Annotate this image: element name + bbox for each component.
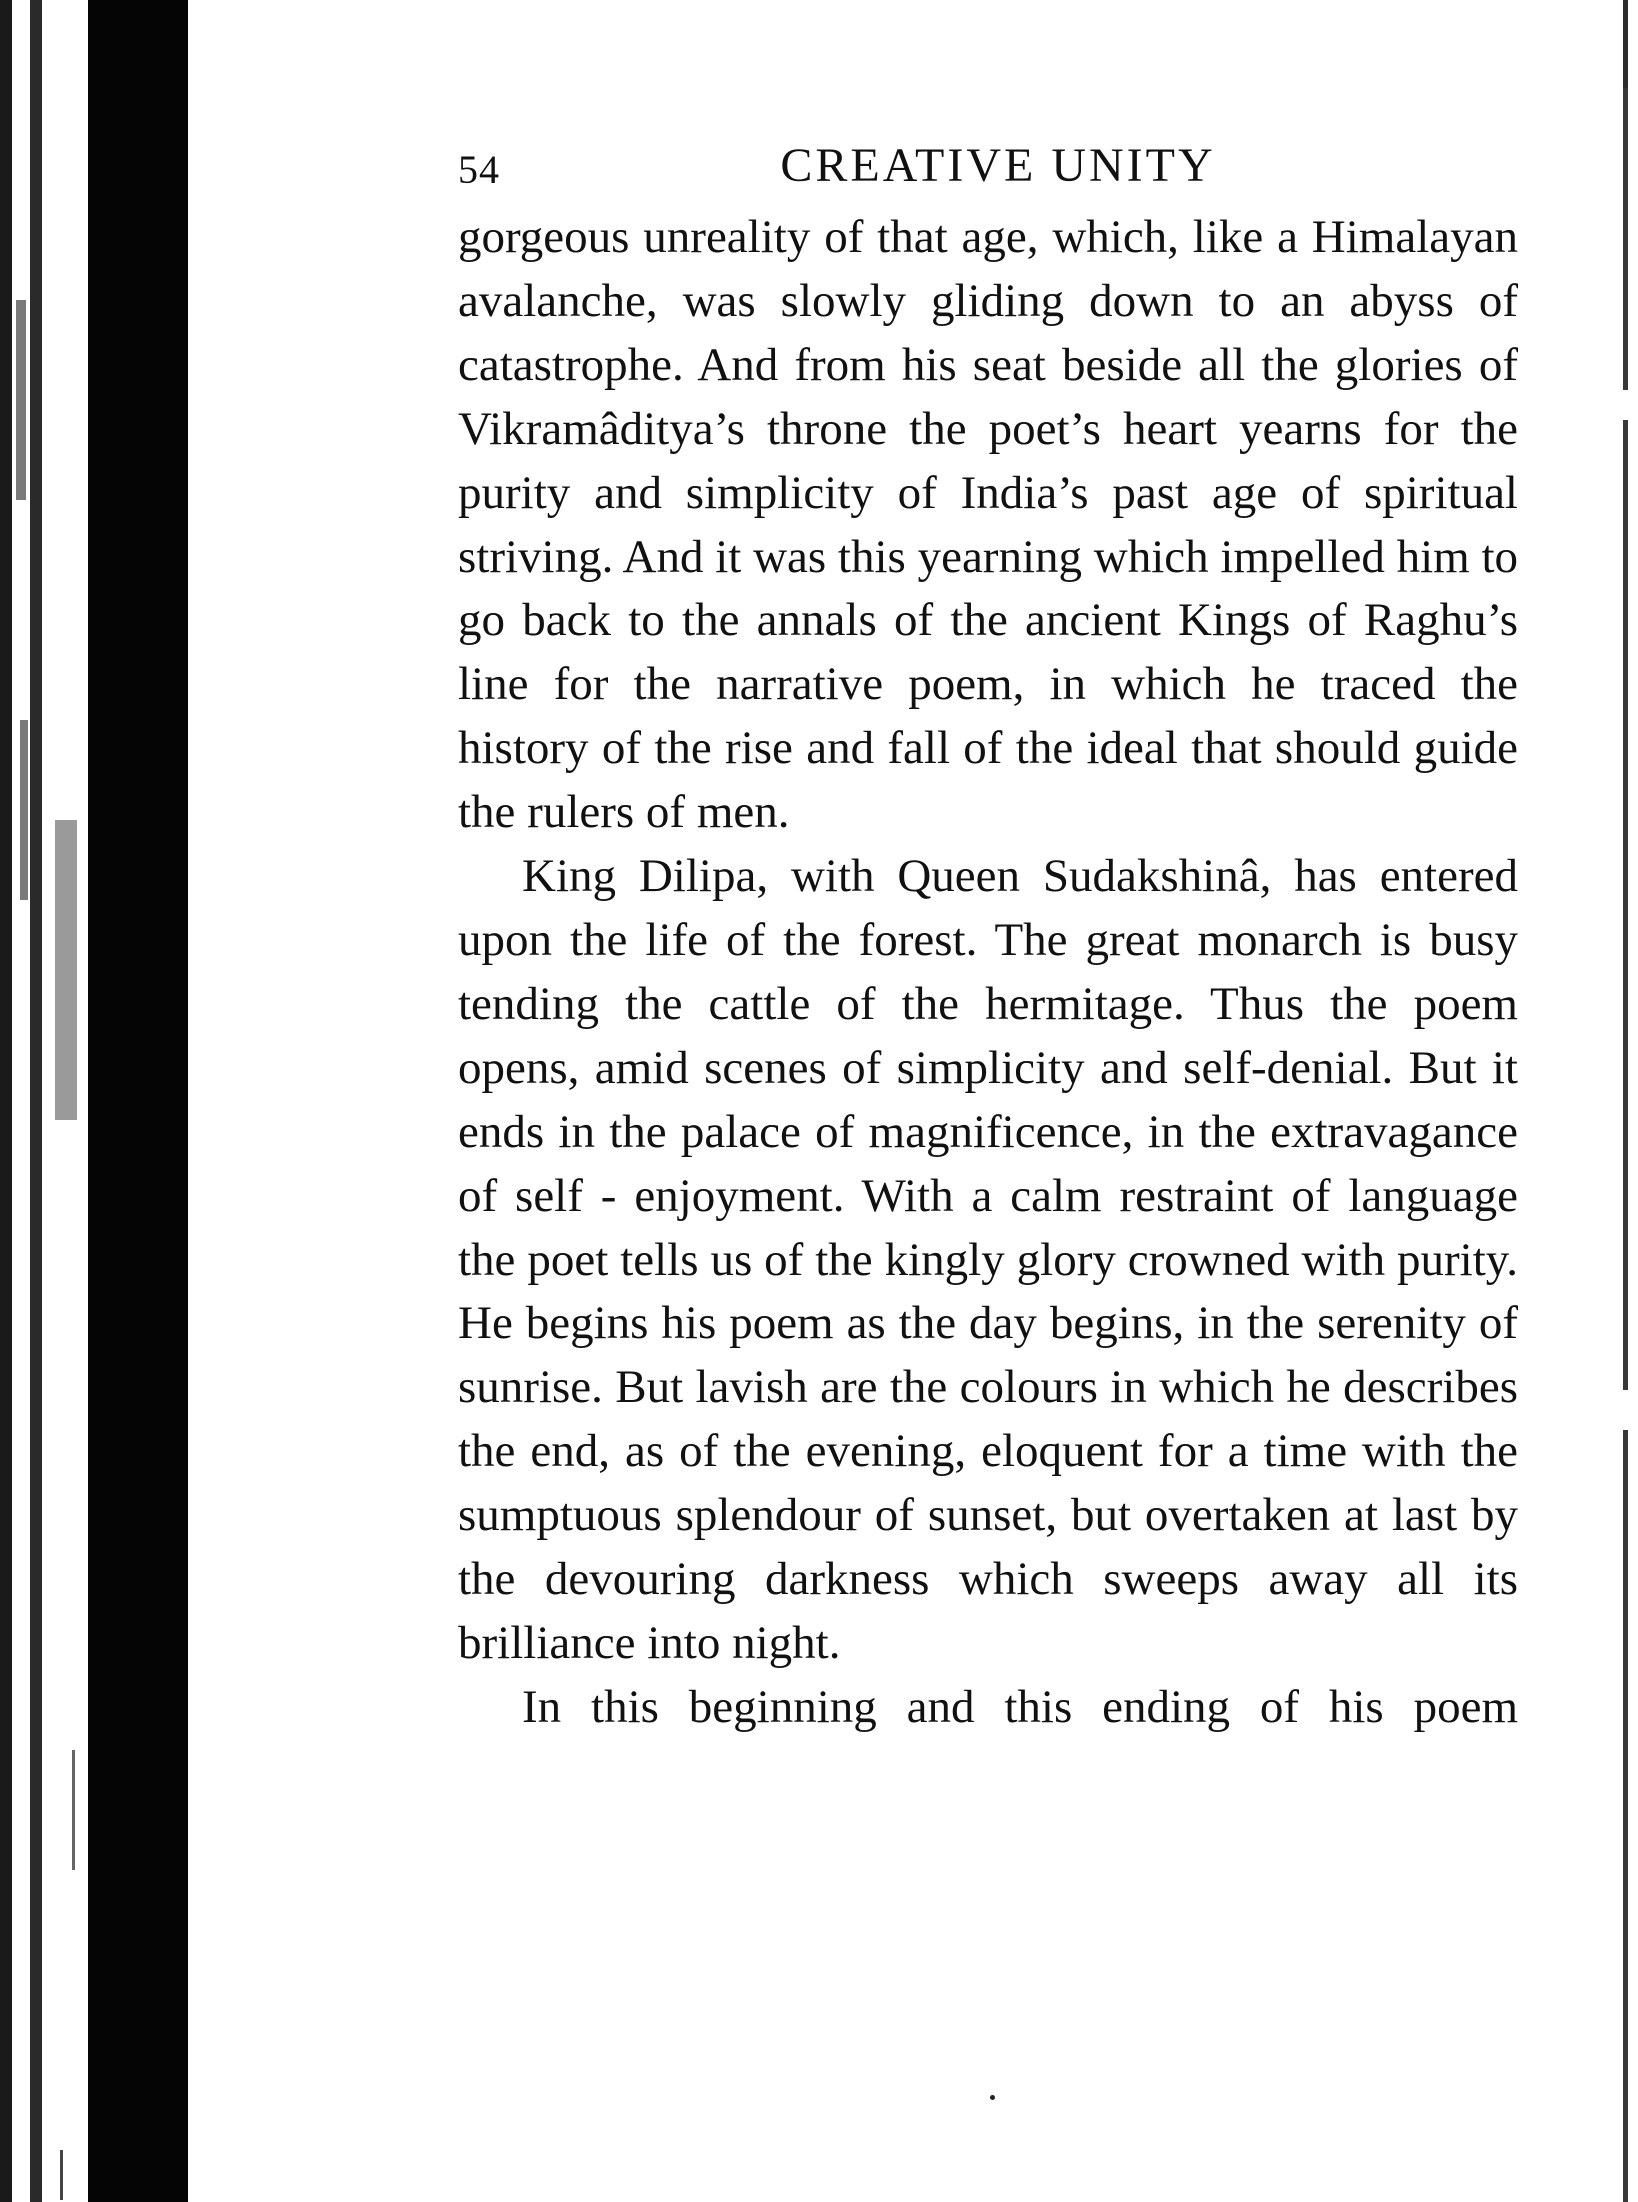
- right-edge-gap: [1621, 390, 1630, 420]
- running-title: CREATIVE UNITY: [780, 139, 1216, 192]
- scanned-binding-edge: [0, 0, 190, 2202]
- right-edge-gap: [1621, 1390, 1630, 1430]
- body-text: [458, 206, 1518, 1740]
- paragraph: gorgeous unreality of that age, which, like a Himalayan avalanche, was slowly gliding down to an abyss of catastrophe. And from his seat beside all the glories of Vikramâditya’s throne the poet’s heart yearns for the purity and simplicity of India’s past age of spiritual striving. And it was this yearning which impelled him to go back to the annals of the ancient Kings of Raghu’s line for the narrative poem, in which he traced the history of the rise and fall of the ideal that should guide the rulers of men.: [458, 211, 1519, 839]
- scan-speck: [990, 2095, 995, 2100]
- paragraph: In this beginning and this ending of his poem: [522, 1680, 1518, 1733]
- page-number: 54: [458, 147, 500, 192]
- running-head: [458, 138, 1518, 198]
- paragraph: King Dilipa, with Queen Sudakshinâ, has entered upon the life of the forest. The great monarch is busy tending the cattle of the hermitage. Thus the poem opens, amid scenes of simplicity and self-denial. But it ends in the palace of magnificence, in the extravagance of self - enjoyment. With a calm restraint of language the poet tells us of the kingly glory crowned with purity. He begins his poem as the day begins, in the serenity of sunrise. But lavish are the colours in which he describes the end, as of the evening, eloquent for a time with the sumptuous splendour of sunset, but overtaken at last by the devouring darkness which sweeps away all its brilliance into night.: [458, 850, 1518, 1669]
- book-page: [458, 138, 1518, 1740]
- scanned-right-edge: [1623, 0, 1628, 2202]
